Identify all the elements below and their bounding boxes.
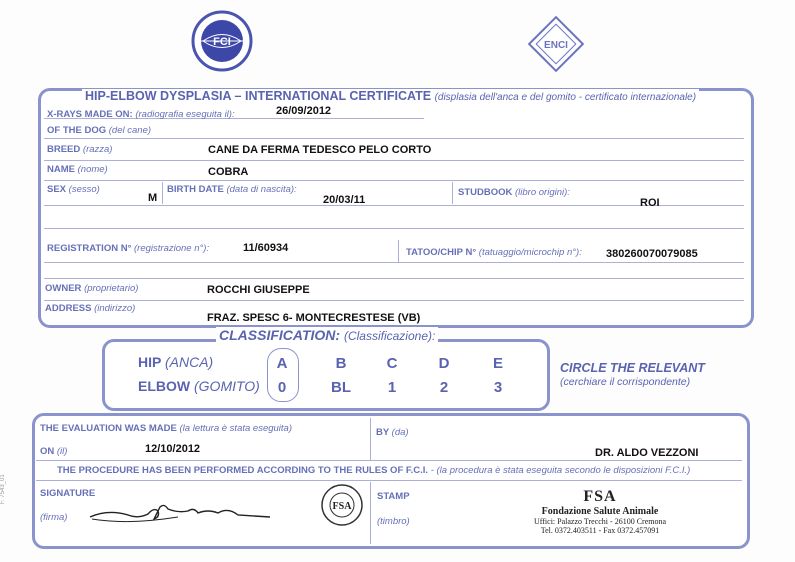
fsa-stamp-address: Uffici: Palazzo Trecchi - 26100 Cremona [533,517,667,526]
hip-label: HIP (ANCA) [138,354,214,370]
fsa-stamp [520,488,680,535]
elbow-grade-bl[interactable]: BL [331,379,351,396]
enci-logo-text: ENCI [544,40,568,51]
signature-label-it: (firma) [40,512,68,523]
handwritten-signature [88,497,273,527]
studbook-value: ROI [640,197,660,209]
fsa-stamp-phone: Tel. 0372.403511 - Fax 0372.457091 [540,526,660,535]
classification-title: CLASSIFICATION: (Classificazione): [216,327,438,343]
hip-grade-b[interactable]: B [335,355,347,372]
round-stamp-text: FSA [332,501,352,512]
evaluation-on-label: ON (il) [40,446,68,457]
fsa-stamp-name: Fondazione Salute Animale [541,506,659,517]
xrays-value: 26/09/2012 [276,105,332,117]
evaluation-date-value: 12/10/2012 [145,443,201,455]
hip-grade-a[interactable]: A [276,355,288,372]
round-stamp [320,483,364,527]
stamp-label: STAMP [377,491,410,502]
sex-label: SEX (sesso) [47,184,100,195]
fci-logo [191,10,253,72]
evaluation-by-label: BY (da) [376,427,409,438]
birth-date-label: BIRTH DATE (data di nascita): [167,184,297,195]
elbow-grade-1[interactable]: 1 [387,379,397,396]
certificate-title-it: (displasia dell'anca e del gomito - certificato internazionale) [434,92,697,103]
studbook-label: STUDBOOK (libro origini): [458,187,570,198]
tatoo-label: TATOO/CHIP N° (tatuaggio/microchip n°): [406,247,582,258]
elbow-grade-3[interactable]: 3 [493,379,503,396]
classification-title-it: (Classificazione): [343,329,436,343]
breed-label: BREED (razza) [47,144,113,155]
sex-value: M [148,192,158,204]
registration-label: REGISTRATION N° (registrazione n°): [47,243,210,254]
certificate-title: HIP-ELBOW DYSPLASIA – INTERNATIONAL CERTIFICATE (displasia dell'anca e del gomito - certificato internazionale) [82,89,699,103]
owner-label: OWNER (proprietario) [45,283,139,294]
enci-logo [527,15,585,73]
fsa-stamp-logo: FSA [583,488,617,505]
breed-value: CANE DA FERMA TEDESCO PELO CORTO [208,144,432,156]
birth-date-value: 20/03/11 [323,194,366,206]
stamp-label-it: (timbro) [377,516,410,527]
circle-note-it: (cerchiare il corrispondente) [560,376,691,388]
signature-label: SIGNATURE [40,488,96,499]
elbow-grade-0[interactable]: 0 [277,379,287,396]
tatoo-value: 380260070079085 [606,248,698,260]
circle-note: CIRCLE THE RELEVANT [560,361,705,375]
hip-grade-c[interactable]: C [386,355,398,372]
address-label: ADDRESS (indirizzo) [45,303,136,314]
registration-value: 11/60934 [243,242,289,254]
evaluation-made-label: THE EVALUATION WAS MADE (la lettura è stata eseguita) [40,423,292,434]
procedure-statement: THE PROCEDURE HAS BEEN PERFORMED ACCORDING TO THE RULES OF F.C.I. - (la procedura è stata eseguita secondo le disposizioni F.C.I.) [57,465,691,476]
hip-grade-d[interactable]: D [438,355,450,372]
evaluation-by-value: DR. ALDO VEZZONI [595,447,699,459]
elbow-label: ELBOW (GOMITO) [138,378,260,394]
side-code: F. 7543_01 [0,474,6,504]
dog-label: OF THE DOG (del cane) [47,125,152,136]
classification-panel [102,339,550,411]
owner-value: ROCCHI GIUSEPPE [207,284,310,296]
name-value: COBRA [208,166,249,178]
elbow-grade-2[interactable]: 2 [439,379,449,396]
fci-logo-text: FCI [213,36,231,48]
xrays-label: X-RAYS MADE ON: (radiografia eseguita il): [47,109,235,120]
name-label: NAME (nome) [47,164,108,175]
address-value: FRAZ. SPESC 6- MONTECRESTESE (VB) [207,312,421,324]
hip-grade-e[interactable]: E [492,355,503,372]
